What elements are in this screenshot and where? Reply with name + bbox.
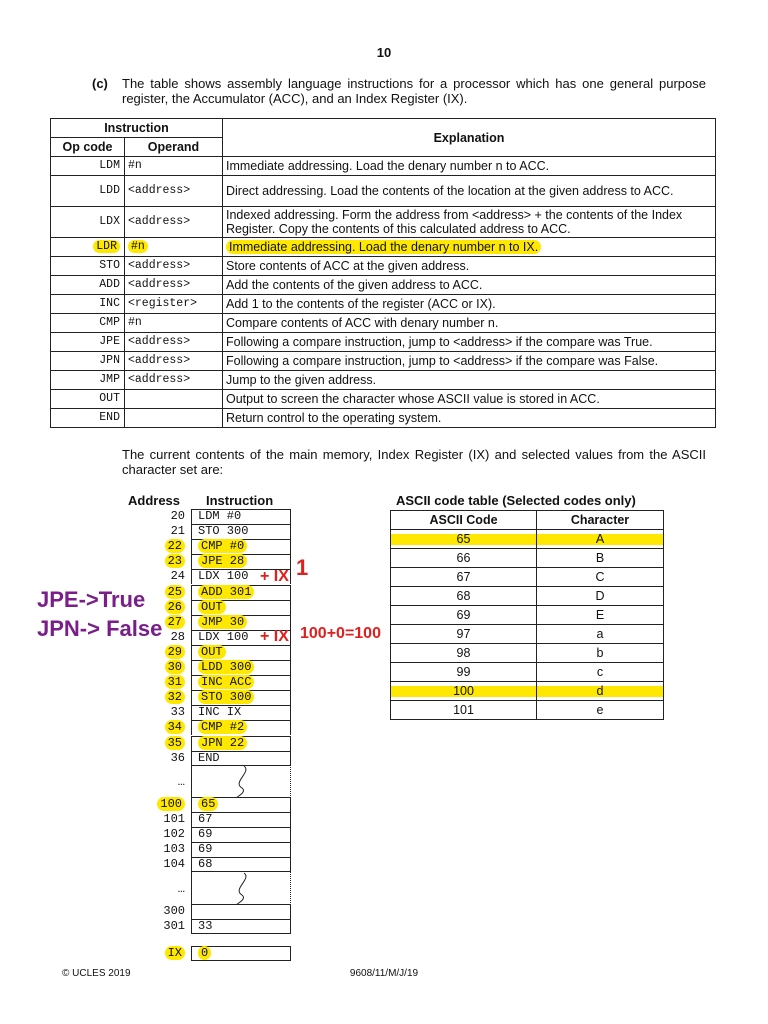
- memory-cell-text: LDD 300: [198, 660, 254, 674]
- ascii-code-text: 98: [456, 646, 471, 660]
- explanation-cell-text: Add 1 to the contents of the register (ACC or IX).: [226, 297, 496, 311]
- operand-cell: [125, 390, 223, 409]
- instruction-row: [51, 257, 716, 276]
- opcode-cell: [51, 409, 125, 428]
- ascii-row: [391, 663, 664, 682]
- memory-cell-text: ADD 301: [198, 585, 254, 599]
- ascii-code-cell: [391, 682, 537, 701]
- ascii-code-text: 65: [456, 532, 471, 546]
- opcode-cell-text: INC: [99, 297, 120, 310]
- memory-cell-text: OUT: [198, 645, 226, 659]
- operand-cell: [125, 371, 223, 390]
- opcode-cell: [51, 390, 125, 409]
- explanation-cell: [223, 176, 716, 207]
- explanation-cell: [223, 314, 716, 333]
- memory-cell: [191, 675, 291, 690]
- instruction-row: [51, 409, 716, 428]
- operand-cell-text: #n: [128, 316, 142, 329]
- operand-cell: [125, 352, 223, 371]
- memory-address-text: 34: [165, 720, 185, 734]
- memory-address-text: 30: [165, 660, 185, 674]
- operand-cell: [125, 207, 223, 238]
- character-text: d: [596, 684, 604, 698]
- memory-address: [133, 720, 185, 735]
- character-text: c: [596, 665, 604, 679]
- opcode-cell: [51, 371, 125, 390]
- operand-cell-text: <address>: [128, 184, 191, 197]
- character-text: C: [595, 570, 605, 584]
- explanation-cell: [223, 257, 716, 276]
- character-text: A: [595, 532, 605, 546]
- operand-cell: [125, 257, 223, 276]
- instruction-row: [51, 371, 716, 390]
- memory-cell-text: LDX 100: [198, 569, 249, 584]
- memory-cell: [191, 904, 291, 919]
- memory-cell-text: JPE 28: [198, 554, 247, 568]
- instruction-row: [51, 207, 716, 238]
- operand-cell-text: <address>: [128, 354, 191, 367]
- memory-address-text: 22: [165, 539, 185, 553]
- memory-cell-text: LDM #0: [198, 509, 242, 523]
- opcode-cell-text: STO: [99, 259, 120, 272]
- memory-cell: [191, 946, 291, 961]
- opcode-cell: [51, 295, 125, 314]
- character-cell: [537, 568, 664, 587]
- memory-address-text: 300: [163, 904, 185, 918]
- opcode-cell: [51, 257, 125, 276]
- ascii-code-cell: [391, 530, 537, 549]
- memory-address: [133, 675, 185, 690]
- operand-cell: [125, 157, 223, 176]
- memory-address-text: 102: [163, 827, 185, 842]
- character-text: a: [596, 627, 604, 641]
- memory-address-text: 24: [170, 569, 185, 584]
- character-cell: [537, 549, 664, 568]
- memory-cell-text: 68: [198, 857, 213, 872]
- ascii-code-cell: [391, 606, 537, 625]
- opcode-cell-text: END: [99, 411, 120, 424]
- opcode-cell-text: OUT: [99, 392, 120, 405]
- memory-address: [133, 857, 185, 872]
- ascii-code-header: ASCII Code: [391, 511, 537, 530]
- instruction-set-table: [50, 118, 716, 428]
- memory-cell-text: 33: [198, 919, 213, 934]
- operand-cell: [125, 409, 223, 428]
- operand-cell: [125, 295, 223, 314]
- ascii-row: [391, 682, 664, 701]
- memory-cell: [191, 720, 291, 735]
- explanation-cell: [223, 276, 716, 295]
- ascii-code-cell: [391, 644, 537, 663]
- memory-address-text: 26: [165, 600, 185, 614]
- character-text: B: [595, 551, 605, 565]
- memory-address: [133, 812, 185, 827]
- memory-cell-text: JPN 22: [198, 736, 247, 750]
- ascii-code-text: 100: [453, 684, 474, 698]
- memory-address: [133, 524, 185, 539]
- character-text: D: [595, 589, 605, 603]
- memory-address-text: 101: [163, 812, 185, 827]
- explanation-cell: [223, 371, 716, 390]
- memory-cell-text: 67: [198, 812, 213, 827]
- question-intro: The table shows assembly language instructions for a processor which has one general purpose register, the Accumulator (ACC), and an Index Register (IX).: [122, 76, 706, 106]
- memory-cell-text: INC ACC: [198, 675, 254, 689]
- explanation-cell-text: Direct addressing. Load the contents of the location at the given address to ACC.: [226, 184, 674, 198]
- memory-address-text: 33: [170, 705, 185, 720]
- plus-ix-annotation: + IX: [260, 568, 289, 585]
- memory-cell-text: END: [198, 750, 220, 765]
- ascii-code-text: 68: [456, 589, 471, 603]
- opcode-cell-text: JMP: [99, 373, 120, 386]
- operand-cell: [125, 176, 223, 207]
- character-cell: [537, 663, 664, 682]
- instruction-row: [51, 176, 716, 207]
- memory-cell: [191, 645, 291, 660]
- explanation-cell-text: Return control to the operating system.: [226, 411, 442, 425]
- operand-cell: [125, 238, 223, 257]
- operand-cell-text: <address>: [128, 335, 191, 348]
- memory-address-text: 20: [170, 509, 185, 523]
- instruction-row: [51, 276, 716, 295]
- explanation-cell-text: Add the contents of the given address to ACC.: [226, 278, 483, 292]
- memory-address-text: 35: [165, 736, 185, 750]
- memory-address-text: 23: [165, 554, 185, 568]
- memory-address-text: 104: [163, 857, 185, 872]
- character-cell: [537, 606, 664, 625]
- page-number: 10: [376, 45, 392, 60]
- memory-address-text: 27: [165, 615, 185, 629]
- explanation-header: Explanation: [223, 119, 716, 157]
- operand-cell: [125, 314, 223, 333]
- break-mark-icon: [192, 764, 292, 798]
- explanation-cell-text: Indexed addressing. Form the address from <address> + the contents of the Index Register. Copy the contents of this calculated address to ACC.: [226, 208, 683, 236]
- memory-address: [133, 539, 185, 554]
- opcode-header: Op code: [51, 138, 125, 157]
- jpe-annotation: JPE->True: [37, 587, 146, 612]
- memory-cell-text: JMP 30: [198, 615, 247, 629]
- copyright: © UCLES 2019: [62, 968, 131, 979]
- jpn-annotation: JPN-> False: [37, 616, 163, 641]
- explanation-cell: [223, 333, 716, 352]
- memory-cell-text: STO 300: [198, 690, 254, 704]
- ascii-row: [391, 587, 664, 606]
- ascii-code-text: 67: [456, 570, 471, 584]
- memory-cell: [191, 539, 291, 554]
- ascii-code-text: 97: [456, 627, 471, 641]
- character-cell: [537, 587, 664, 606]
- memory-cell: [191, 690, 291, 705]
- explanation-cell: [223, 207, 716, 238]
- memory-cell: [191, 524, 291, 539]
- ascii-row: [391, 606, 664, 625]
- instruction-row: [51, 314, 716, 333]
- memory-instruction-header: Instruction: [206, 493, 274, 508]
- memory-cell: [191, 827, 291, 842]
- ascii-code-table: [390, 510, 664, 720]
- memory-address-text: 28: [170, 629, 185, 644]
- ascii-code-cell: [391, 587, 537, 606]
- ascii-code-cell: [391, 549, 537, 568]
- ascii-code-text: 101: [453, 703, 474, 717]
- ascii-code-cell: [391, 663, 537, 682]
- memory-address: [133, 705, 185, 720]
- instruction-row: [51, 390, 716, 409]
- memory-gap: [191, 764, 291, 798]
- memory-cell: [191, 842, 291, 857]
- ascii-row: [391, 701, 664, 720]
- memory-address: [133, 569, 185, 584]
- operand-cell-text: <register>: [128, 297, 198, 310]
- memory-address: [133, 736, 185, 751]
- memory-address-text: 25: [165, 585, 185, 599]
- memory-cell-text: CMP #0: [198, 539, 247, 553]
- opcode-cell-text: CMP: [99, 316, 120, 329]
- memory-ellipsis: …: [177, 775, 185, 789]
- memory-cell: [191, 660, 291, 675]
- operand-cell: [125, 276, 223, 295]
- explanation-cell-text: Compare contents of ACC with denary number n.: [226, 316, 499, 330]
- instruction-header: Instruction: [51, 119, 223, 138]
- memory-cell-text: 69: [198, 842, 213, 857]
- memory-address: [133, 842, 185, 857]
- explanation-cell: [223, 390, 716, 409]
- opcode-cell: [51, 276, 125, 295]
- ascii-code-text: 99: [456, 665, 471, 679]
- memory-address-text: 31: [165, 675, 185, 689]
- memory-cell: [191, 812, 291, 827]
- memory-address: [133, 509, 185, 524]
- memory-address: [133, 904, 185, 919]
- opcode-cell-text: ADD: [99, 278, 120, 291]
- character-cell: [537, 530, 664, 549]
- memory-address: [133, 827, 185, 842]
- question-part-label: (c): [92, 76, 108, 91]
- memory-cell-text: INC IX: [198, 705, 242, 720]
- ascii-row: [391, 568, 664, 587]
- character-text: b: [596, 646, 604, 660]
- character-cell: [537, 682, 664, 701]
- ascii-code-cell: [391, 568, 537, 587]
- ascii-code-cell: [391, 625, 537, 644]
- memory-cell-text: CMP #2: [198, 720, 247, 734]
- memory-cell-text: OUT: [198, 600, 226, 614]
- explanation-cell: [223, 238, 716, 257]
- ascii-row: [391, 530, 664, 549]
- explanation-cell: [223, 409, 716, 428]
- ascii-code-text: 69: [456, 608, 471, 622]
- operand-header: Operand: [125, 138, 223, 157]
- opcode-cell: [51, 238, 125, 257]
- operand-cell: [125, 333, 223, 352]
- explanation-cell: [223, 157, 716, 176]
- memory-gap: [191, 871, 291, 905]
- opcode-cell-text: LDD: [99, 184, 120, 197]
- operand-cell-text: <address>: [128, 215, 191, 228]
- explanation-cell: [223, 295, 716, 314]
- memory-cell: [191, 600, 291, 615]
- memory-address-text: 21: [170, 524, 185, 539]
- memory-address-text: IX: [165, 946, 185, 960]
- opcode-cell-text: JPE: [99, 335, 120, 348]
- operand-cell-text: <address>: [128, 373, 191, 386]
- memory-ellipsis: …: [177, 882, 185, 896]
- ascii-code-cell: [391, 701, 537, 720]
- operand-cell-text: #n: [128, 240, 148, 253]
- memory-address: [133, 946, 185, 961]
- explanation-cell-text: Following a compare instruction, jump to <address> if the compare was True.: [226, 335, 653, 349]
- break-mark-icon: [192, 871, 292, 905]
- ascii-row: [391, 625, 664, 644]
- memory-address: [133, 797, 185, 812]
- ascii-code-text: 66: [456, 551, 471, 565]
- operand-cell-text: <address>: [128, 259, 191, 272]
- opcode-cell-text: LDM: [99, 159, 120, 172]
- memory-address: [133, 751, 185, 766]
- explanation-cell-text: Following a compare instruction, jump to <address> if the compare was False.: [226, 354, 659, 368]
- one-annotation: 1: [296, 555, 309, 580]
- memory-cell-text: 69: [198, 827, 213, 842]
- memory-address-text: 36: [170, 750, 185, 765]
- paper-code: 9608/11/M/J/19: [349, 968, 419, 979]
- memory-cell: [191, 705, 291, 720]
- plus-ix-annotation: + IX: [260, 628, 289, 645]
- character-cell: [537, 625, 664, 644]
- memory-address: [133, 660, 185, 675]
- memory-cell: [191, 585, 291, 600]
- operand-cell-text: <address>: [128, 278, 191, 291]
- opcode-cell-text: JPN: [99, 354, 120, 367]
- instruction-row: [51, 352, 716, 371]
- explanation-cell-text: Jump to the given address.: [226, 373, 377, 387]
- opcode-cell: [51, 176, 125, 207]
- memory-cell: [191, 797, 291, 812]
- opcode-cell: [51, 333, 125, 352]
- opcode-cell: [51, 157, 125, 176]
- explanation-cell-text: Output to screen the character whose ASCII value is stored in ACC.: [226, 392, 600, 406]
- character-cell: [537, 701, 664, 720]
- memory-address: [133, 645, 185, 660]
- character-cell: [537, 644, 664, 663]
- ascii-row: [391, 644, 664, 663]
- opcode-cell: [51, 352, 125, 371]
- opcode-cell-text: LDX: [99, 215, 120, 228]
- memory-address-text: 32: [165, 690, 185, 704]
- memory-address-text: 100: [157, 797, 185, 811]
- memory-cell: [191, 509, 291, 524]
- instruction-row: [51, 295, 716, 314]
- memory-cell-text: 0: [198, 946, 211, 960]
- memory-cell-text: 65: [198, 797, 218, 811]
- explanation-cell-text: Immediate addressing. Load the denary number n to IX.: [226, 240, 541, 254]
- memory-cell: [191, 919, 291, 934]
- ascii-table-title: ASCII code table (Selected codes only): [396, 493, 636, 508]
- memory-cell-text: STO 300: [198, 524, 249, 539]
- memory-cell: [191, 736, 291, 751]
- memory-cell-text: LDX 100: [198, 629, 249, 644]
- memory-address: [133, 919, 185, 934]
- character-text: e: [596, 703, 604, 717]
- opcode-cell: [51, 207, 125, 238]
- memory-address-text: 301: [163, 919, 185, 934]
- instruction-row: [51, 157, 716, 176]
- explanation-cell-text: Immediate addressing. Load the denary number n to ACC.: [226, 159, 550, 173]
- character-text: E: [595, 608, 605, 622]
- memory-address: [133, 690, 185, 705]
- memory-address-text: 103: [163, 842, 185, 857]
- memory-address: [133, 554, 185, 569]
- explanation-cell-text: Store contents of ACC at the given address.: [226, 259, 470, 273]
- instruction-row: [51, 238, 716, 257]
- operand-cell-text: #n: [128, 159, 142, 172]
- character-header: Character: [537, 511, 664, 530]
- memory-intro: The current contents of the main memory, Index Register (IX) and selected values from the ASCII character set are:: [122, 447, 706, 477]
- opcode-cell-text: LDR: [93, 240, 120, 253]
- instruction-row: [51, 333, 716, 352]
- address-header: Address: [128, 493, 181, 508]
- memory-address-text: 29: [165, 645, 185, 659]
- sum-annotation: 100+0=100: [300, 625, 381, 642]
- ascii-row: [391, 549, 664, 568]
- opcode-cell: [51, 314, 125, 333]
- explanation-cell: [223, 352, 716, 371]
